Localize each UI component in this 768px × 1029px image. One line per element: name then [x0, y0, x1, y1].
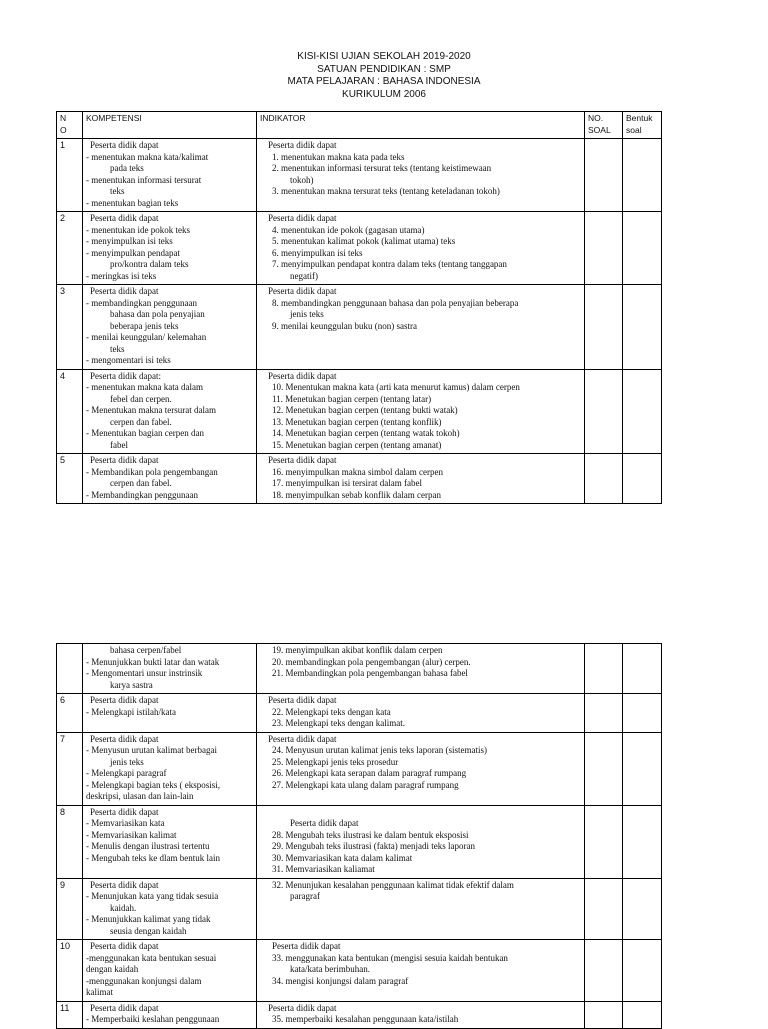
- indikator-line: 30. Memvariasikan kata dalam kalimat: [272, 852, 413, 863]
- indikator-line: 35. memperbaiki kesalahan penggunaan kata/istilah: [272, 1014, 459, 1024]
- table-row: [57, 285, 662, 370]
- document-header: [0, 51, 768, 101]
- row-number: 7: [57, 732, 83, 805]
- indikator-cell: [257, 212, 585, 285]
- indikator-line: Peserta didik dapat: [290, 818, 359, 828]
- table-row: [57, 454, 662, 504]
- kompetensi-line: Peserta didik dapat: [90, 733, 159, 744]
- indikator-cell: [257, 644, 585, 694]
- bentuk-soal-cell: [623, 694, 662, 733]
- indikator-line: 3. menentukan makna tersurat teks (tentang keteladanan tokoh): [272, 186, 500, 196]
- indikator-line: 13. Menetukan bagian cerpen (tentang konflik): [272, 416, 442, 427]
- kompetensi-line: - Menulis dengan ilustrasi tertentu: [86, 841, 210, 851]
- kompetensi-line: - Mengubah teks ke dlam bentuk lain: [86, 852, 220, 863]
- indikator-cell: [257, 805, 585, 878]
- no-soal-cell: [585, 139, 623, 212]
- kompetensi-line: cerpen dan fabel.: [110, 416, 172, 427]
- header-school-level: SATUAN PENDIDIKAN : SMP: [317, 63, 451, 75]
- no-soal-cell: [585, 694, 623, 733]
- kompetensi-line: - menyimpulkan isi teks: [86, 236, 173, 246]
- kompetensi-line: - Membandikan pola pengembangan: [86, 466, 218, 477]
- kompetensi-line: Peserta didik dapat: [90, 286, 159, 296]
- table-row: [57, 732, 662, 805]
- kompetensi-line: Peserta didik dapat: [90, 213, 159, 223]
- bentuk-soal-cell: [623, 454, 662, 504]
- indikator-line: jenis teks: [290, 309, 324, 319]
- row-number: 9: [57, 878, 83, 940]
- indikator-line: 4. menentukan ide pokok (gagasan utama): [272, 224, 425, 235]
- indikator-line: 6. menyimpulkan isi teks: [272, 247, 363, 258]
- kompetensi-cell: [83, 732, 257, 805]
- kompetensi-line: - Melengkapi bagian teks ( eksposisi,: [86, 779, 220, 790]
- no-soal-cell: [585, 805, 623, 878]
- header-subject: MATA PELAJARAN : BAHASA INDONESIA: [287, 76, 481, 87]
- kompetensi-line: - Memvariasikan kalimat: [86, 829, 177, 840]
- table-row: [57, 940, 662, 1002]
- indikator-line: 5. menentukan kalimat pokok (kalimat utama) teks: [272, 236, 456, 246]
- kompetensi-line: bahasa cerpen/fabel: [110, 645, 182, 655]
- indikator-line: 27. Melengkapi kata ulang dalam paragraf rumpang: [272, 779, 459, 790]
- row-number: 1: [57, 139, 83, 212]
- indikator-line: 16. menyimpulkan makna simbol dalam cerpen: [272, 466, 443, 477]
- kompetensi-line: jenis teks: [110, 756, 144, 767]
- table-row: [57, 644, 662, 694]
- kompetensi-line: - Menunjukan kata yang tidak sesuia: [86, 891, 219, 901]
- no-soal-cell: [585, 285, 623, 370]
- kompetensi-line: kaidah.: [110, 902, 137, 913]
- indikator-line: 1. menentukan makna kata pada teks: [272, 151, 405, 162]
- kompetensi-line: pro/kontra dalam teks: [110, 259, 189, 269]
- no-soal-cell: [585, 940, 623, 1002]
- kompetensi-line: - menyimpulkan pendapat: [86, 247, 180, 258]
- table-row: [57, 369, 662, 454]
- row-number: 5: [57, 454, 83, 504]
- indikator-line: tokoh): [290, 174, 314, 185]
- kompetensi-line: cerpen dan fabel.: [110, 478, 172, 488]
- bentuk-soal-cell: [623, 139, 662, 212]
- indikator-line: 11. Menetukan bagian cerpen (tentang latar): [272, 393, 432, 404]
- column-header-kompetensi: KOMPETENSI: [83, 112, 257, 139]
- kompetensi-line: bahasa dan pola penyajian: [110, 309, 205, 319]
- no-soal-cell: [585, 878, 623, 940]
- indikator-line: 24. Menyusun urutan kalimat jenis teks laporan (sistematis): [272, 745, 487, 755]
- table-row: [57, 212, 662, 285]
- indikator-cell: [257, 285, 585, 370]
- kompetensi-cell: [83, 454, 257, 504]
- indikator-line: paragraf: [290, 891, 320, 901]
- indikator-line: 10. Menentukan makna kata (arti kata menurut kamus) dalam cerpen: [272, 382, 520, 392]
- kompetensi-line: - menentukan makna kata/kalimat: [86, 151, 209, 162]
- kompetensi-line: - meringkas isi teks: [86, 270, 157, 281]
- kompetensi-line: Peserta didik dapat: [90, 806, 159, 817]
- bentuk-soal-cell: [623, 644, 662, 694]
- indikator-cell: [257, 694, 585, 733]
- kompetensi-line: Peserta didik dapat: [90, 941, 159, 951]
- column-header-no: N O: [57, 112, 83, 139]
- kompetensi-line: - Mengomentari unsur instrinsik: [86, 668, 203, 678]
- kompetensi-line: - Menyusun urutan kalimat berbagai: [86, 745, 217, 755]
- row-number: 4: [57, 369, 83, 454]
- indikator-line: kata/kata berimbuhan.: [290, 964, 370, 974]
- kompetensi-cell: [83, 694, 257, 733]
- kompetensi-line: teks: [110, 186, 125, 196]
- indikator-line: 28. Mengubah teks ilustrasi ke dalam bentuk eksposisi: [272, 829, 469, 840]
- kompetensi-line: Peserta didik dapat:: [90, 370, 161, 381]
- row-number: 10: [57, 940, 83, 1002]
- kompetensi-cell: [83, 878, 257, 940]
- kompetensi-line: Peserta didik dapat: [90, 879, 159, 890]
- column-header-bentuk-soal: Bentuk soal: [623, 112, 662, 139]
- kompetensi-line: kalimat: [86, 987, 113, 997]
- header-curriculum: KURIKULUM 2006: [342, 88, 426, 100]
- indikator-line: 2. menentukan informasi tersurat teks (tentang keistimewaan: [272, 163, 492, 173]
- bentuk-soal-cell: [623, 940, 662, 1002]
- table-row: [57, 805, 662, 878]
- indikator-line: Peserta didik dapat: [268, 286, 337, 296]
- header-title: KISI-KISI UJIAN SEKOLAH 2019-2020: [297, 51, 471, 62]
- table-row: [57, 139, 662, 212]
- no-soal-cell: [585, 732, 623, 805]
- indikator-line: Peserta didik dapat: [268, 140, 337, 150]
- indikator-cell: [257, 139, 585, 212]
- kompetensi-line: -menggunakan konjungsi dalam: [86, 975, 202, 986]
- kompetensi-line: - Memvariasikan kata: [86, 818, 165, 828]
- bentuk-soal-cell: [623, 369, 662, 454]
- table-row: [57, 694, 662, 733]
- table-header-row: [57, 112, 662, 139]
- column-header-no-soal: NO. SOAL: [585, 112, 623, 139]
- kompetensi-line: - Menunjukkan kalimat yang tidak: [86, 914, 211, 924]
- bentuk-soal-cell: [623, 805, 662, 878]
- indikator-line: 22. Melengkapi teks dengan kata: [272, 706, 391, 717]
- kompetensi-line: - Menunjukkan bukti latar dan watak: [86, 656, 220, 667]
- kompetensi-line: seusia dengan kaidah: [110, 925, 187, 936]
- kompetensi-cell: [83, 139, 257, 212]
- row-number: 3: [57, 285, 83, 370]
- kompetensi-line: - Menentukan makna tersurat dalam: [86, 405, 216, 415]
- indikator-cell: [257, 454, 585, 504]
- indikator-cell: [257, 878, 585, 940]
- indikator-line: 17. menyimpulkan isi tersirat dalam fabel: [272, 478, 422, 488]
- indikator-line: 9. menilai keunggulan buku (non) sastra: [272, 320, 417, 331]
- no-soal-cell: [585, 212, 623, 285]
- kompetensi-line: teks: [110, 343, 125, 354]
- table-row: [57, 878, 662, 940]
- no-soal-cell: [585, 454, 623, 504]
- kompetensi-cell: [83, 805, 257, 878]
- no-soal-cell: [585, 369, 623, 454]
- kompetensi-line: - Membandingkan penggunaan: [86, 489, 198, 500]
- row-number: 2: [57, 212, 83, 285]
- row-number: [57, 644, 83, 694]
- kompetensi-line: - Memperbaiki keslahan penggunaan: [86, 1014, 220, 1024]
- indikator-line: 34. mengisi konjungsi dalam paragraf: [272, 975, 409, 986]
- kisi-kisi-table-page-2: [56, 643, 662, 1029]
- kompetensi-line: - Melengkapi paragraf: [86, 768, 167, 778]
- kompetensi-line: - menentukan ide pokok teks: [86, 224, 190, 235]
- bentuk-soal-cell: [623, 732, 662, 805]
- indikator-line: 18. menyimpulkan sebab konflik dalam cerpan: [272, 489, 441, 500]
- indikator-line: 29. Mengubah teks ilustrasi (fakta) menjadi teks laporan: [272, 841, 475, 851]
- kompetensi-line: Peserta didik dapat: [90, 1002, 159, 1013]
- indikator-line: 33. menggunakan kata bentukan (mengisi sesuia kaidah bentukan: [272, 952, 508, 963]
- kompetensi-line: - menentukan makna kata dalam: [86, 382, 203, 392]
- indikator-line: 25. Melengkapi jenis teks prosedur: [272, 756, 399, 767]
- kompetensi-cell: [83, 940, 257, 1002]
- indikator-cell: [257, 940, 585, 1002]
- kompetensi-line: deskripsi, ulasan dan lain-lain: [86, 791, 194, 801]
- kompetensi-cell: [83, 212, 257, 285]
- kompetensi-line: -menggunakan kata bentukan sesuai: [86, 952, 217, 963]
- kompetensi-line: - mengomentari isi teks: [86, 355, 171, 365]
- bentuk-soal-cell: [623, 878, 662, 940]
- kompetensi-line: - menilai keunggulan/ kelemahan: [86, 332, 207, 342]
- indikator-line: 15. Menetukan bagian cerpen (tentang amanat): [272, 439, 442, 450]
- indikator-line: Peserta didik dapat: [268, 213, 337, 223]
- bentuk-soal-cell: [623, 285, 662, 370]
- indikator-line: 19. menyimpulkan akibat konflik dalam cerpen: [272, 645, 443, 655]
- kompetensi-line: - menentukan bagian teks: [86, 197, 179, 208]
- kompetensi-line: - Menentukan bagian cerpen dan: [86, 428, 204, 438]
- indikator-line: Peserta didik dapat: [268, 695, 337, 705]
- indikator-line: negatif): [290, 270, 318, 281]
- kompetensi-line: Peserta didik dapat: [90, 695, 159, 705]
- indikator-line: 14. Menetukan bagian cerpen (tentang watak tokoh): [272, 428, 460, 438]
- kompetensi-line: pada teks: [110, 163, 144, 173]
- kompetensi-line: - menentukan informasi tersurat: [86, 174, 202, 185]
- indikator-line: 31. Memvariasikan kaliamat: [272, 864, 375, 874]
- indikator-line: Peserta didik dapat: [268, 370, 337, 381]
- kompetensi-line: Peserta didik dapat: [90, 455, 159, 465]
- kisi-kisi-table-page-1: [56, 111, 662, 504]
- indikator-line: 12. Menetukan bagian cerpen (tentang bukti watak): [272, 405, 458, 415]
- indikator-line: [260, 807, 581, 819]
- indikator-line: Peserta didik dapat: [268, 733, 337, 744]
- indikator-line: 7. menyimpulkan pendapat kontra dalam teks (tentang tanggapan: [272, 259, 507, 269]
- row-number: 6: [57, 694, 83, 733]
- row-number: 11: [57, 1001, 83, 1028]
- table-body-page-1: [57, 139, 662, 504]
- kompetensi-line: - Melengkapi istilah/kata: [86, 706, 176, 717]
- no-soal-cell: [585, 644, 623, 694]
- indikator-cell: [257, 732, 585, 805]
- kompetensi-cell: [83, 369, 257, 454]
- kompetensi-line: Peserta didik dapat: [90, 140, 159, 150]
- kompetensi-cell: [83, 285, 257, 370]
- indikator-line: 32. Menunjukan kesalahan penggunaan kalimat tidak efektif dalam: [272, 879, 514, 890]
- indikator-line: 23. Melengkapi teks dengan kalimat.: [272, 718, 405, 728]
- kompetensi-line: karya sastra: [110, 679, 153, 690]
- indikator-line: Peserta didik dapat: [268, 1002, 337, 1013]
- table-body-page-2: [57, 644, 662, 1029]
- indikator-line: 21. Membandingkan pola pengembangan bahasa fabel: [272, 668, 468, 678]
- row-number: 8: [57, 805, 83, 878]
- kompetensi-line: - membandingkan penggunaan: [86, 297, 197, 308]
- kompetensi-line: febel dan cerpen.: [110, 393, 172, 404]
- kompetensi-line: beberapa jenis teks: [110, 320, 179, 331]
- indikator-line: Peserta didik dapat: [268, 455, 337, 465]
- kompetensi-cell: [83, 644, 257, 694]
- kompetensi-line: dengan kaidah: [86, 964, 139, 974]
- indikator-line: Peserta didik dapat: [272, 941, 341, 951]
- kompetensi-line: fabel: [110, 439, 128, 450]
- column-header-indikator: INDIKATOR: [257, 112, 585, 139]
- indikator-line: 26. Melengkapi kata serapan dalam paragraf rumpang: [272, 768, 467, 778]
- bentuk-soal-cell: [623, 212, 662, 285]
- indikator-line: 8. membandingkan penggunaan bahasa dan pola penyajian beberapa: [272, 297, 519, 308]
- indikator-line: 20. membandingkan pola pengembangan (alur) cerpen.: [272, 656, 471, 667]
- indikator-cell: [257, 369, 585, 454]
